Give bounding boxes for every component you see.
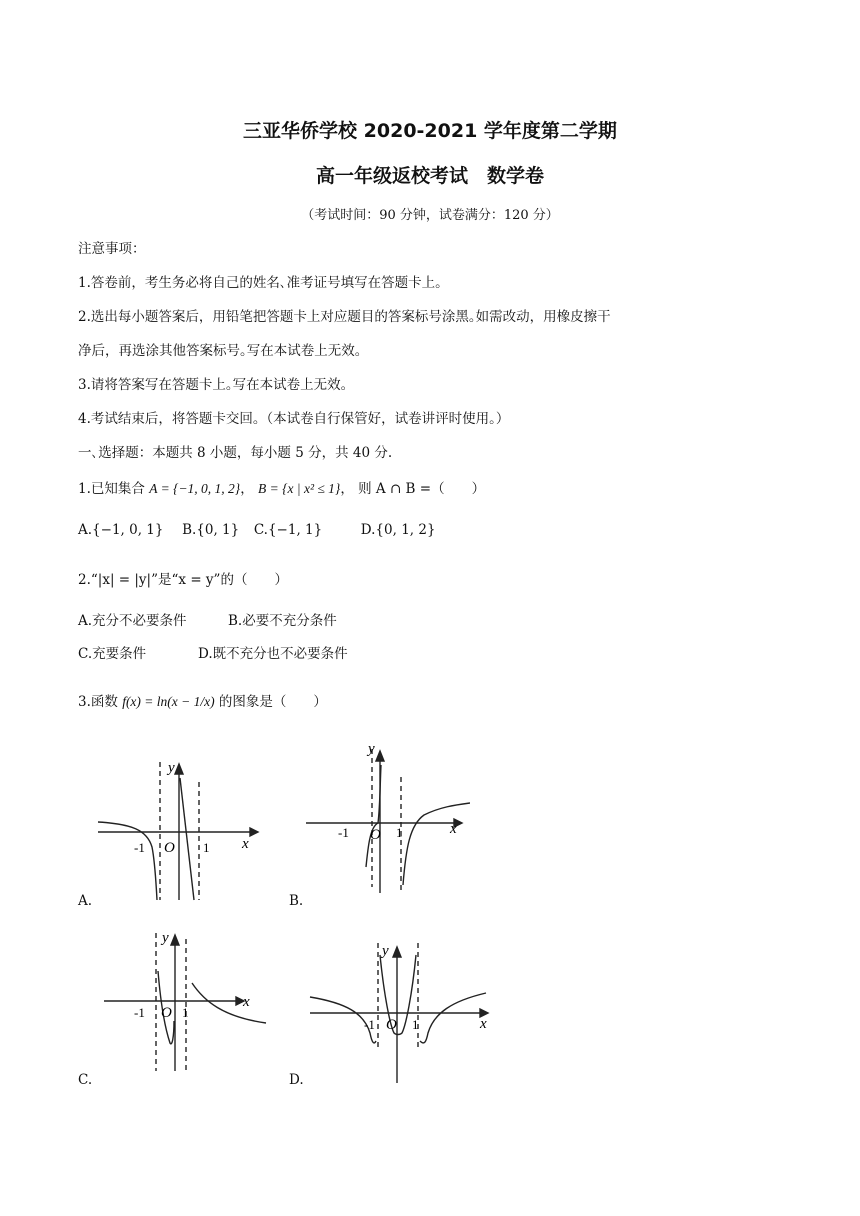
option-a-label: A. [78, 893, 93, 909]
curve-right [420, 993, 486, 1043]
y-arrow-icon [175, 764, 183, 774]
graph-a [92, 752, 262, 904]
curve-right [403, 803, 470, 885]
tick-one: 1 [396, 825, 403, 840]
exam-title: 三亚华侨学校 2020-2021 学年度第二学期 [243, 120, 617, 142]
question-2: 2.“|x| = |y|”是“x = y”的（ ） [78, 572, 288, 588]
origin-label: O [161, 1005, 172, 1021]
option-b-label: B. [289, 893, 304, 909]
q1-options [78, 522, 436, 538]
q2-option-b: B.必要不充分条件 [228, 613, 337, 629]
tick-one: 1 [412, 1017, 419, 1032]
tick-neg-one: -1 [134, 1005, 145, 1020]
graph-d [306, 935, 498, 1085]
graph-b [300, 737, 470, 897]
origin-label: O [370, 827, 381, 843]
y-label: y [162, 930, 169, 946]
section-heading: 一､选择题：本题共 8 小题，每小题 5 分，共 40 分. [78, 445, 393, 461]
notice-heading: 注意事项： [78, 241, 146, 257]
option-c-label: C. [78, 1072, 93, 1088]
graph-c [98, 925, 270, 1075]
tick-neg-one: -1 [338, 825, 349, 840]
curve-left [98, 822, 157, 900]
x-label: x [450, 821, 457, 837]
curve-middle [180, 778, 194, 900]
tick-neg-one: -1 [134, 840, 145, 855]
question-1: 1.已知集合 A = {−1, 0, 1, 2}， B = {x | x² ≤ 1}， 则 A ∩ B =（ ） [78, 481, 486, 497]
question-3 [78, 690, 327, 710]
q3-prefix: 3.函数 [78, 694, 118, 710]
q1-option-b: B.{0, 1} [182, 522, 240, 538]
q1-option-d: D.{0, 1, 2} [360, 522, 436, 538]
q3-suffix: 的图象是（ ） [218, 694, 327, 710]
curve-middle [366, 765, 381, 867]
notice-item-4: 4.考试结束后，将答题卡交回。（本试卷自行保管好，试卷讲评时使用。） [78, 411, 510, 427]
origin-label: O [164, 840, 175, 856]
q1-set-a: A = {−1, 0, 1, 2} [149, 481, 241, 496]
tick-one: 1 [203, 840, 210, 855]
y-label: y [168, 760, 175, 776]
option-d-label: D. [289, 1072, 304, 1088]
notice-item-3: 3.请将答案写在答题卡上｡写在本试卷上无效。 [78, 377, 355, 393]
notice-item-2: 2.选出每小题答案后，用铅笔把答题卡上对应题目的答案标号涂黑｡如需改动，用橡皮擦干 [78, 309, 611, 325]
q1-option-a: A.{−1, 0, 1} [78, 522, 164, 538]
y-label: y [382, 943, 389, 959]
tick-neg-one: -1 [364, 1017, 375, 1032]
exam-info: （考试时间：90 分钟，试卷满分：120 分） [301, 208, 559, 223]
q2-option-c: C.充要条件 [78, 646, 147, 662]
q1-prefix: 1.已知集合 [78, 481, 145, 497]
q2-option-a: A.充分不必要条件 [78, 613, 187, 629]
q1-option-c: C.{−1, 1} [253, 522, 323, 538]
notice-item-1: 1.答卷前，考生务必将自己的姓名､准考证号填写在答题卡上。 [78, 275, 449, 291]
notice-item-2-cont: 净后，再选涂其他答案标号｡写在本试卷上无效。 [78, 343, 369, 359]
tick-one: 1 [182, 1005, 189, 1020]
x-label: x [480, 1016, 487, 1032]
x-label: x [243, 994, 250, 1010]
q1-set-b: B = {x | x² ≤ 1} [258, 481, 341, 496]
origin-label: O [386, 1017, 397, 1033]
y-arrow-icon [171, 935, 179, 945]
q1-question: 则 A ∩ B =（ ） [358, 481, 486, 497]
y-arrow-icon [376, 751, 384, 761]
y-arrow-icon [393, 947, 401, 957]
exam-subtitle: 高一年级返校考试 数学卷 [315, 165, 544, 187]
q3-function: f(x) = ln(x − 1/x) [122, 694, 215, 709]
y-label: y [368, 741, 375, 757]
x-label: x [242, 836, 249, 852]
curve-right [192, 983, 266, 1023]
x-arrow-icon [250, 828, 258, 836]
q2-option-d: D.既不充分也不必要条件 [198, 646, 348, 662]
